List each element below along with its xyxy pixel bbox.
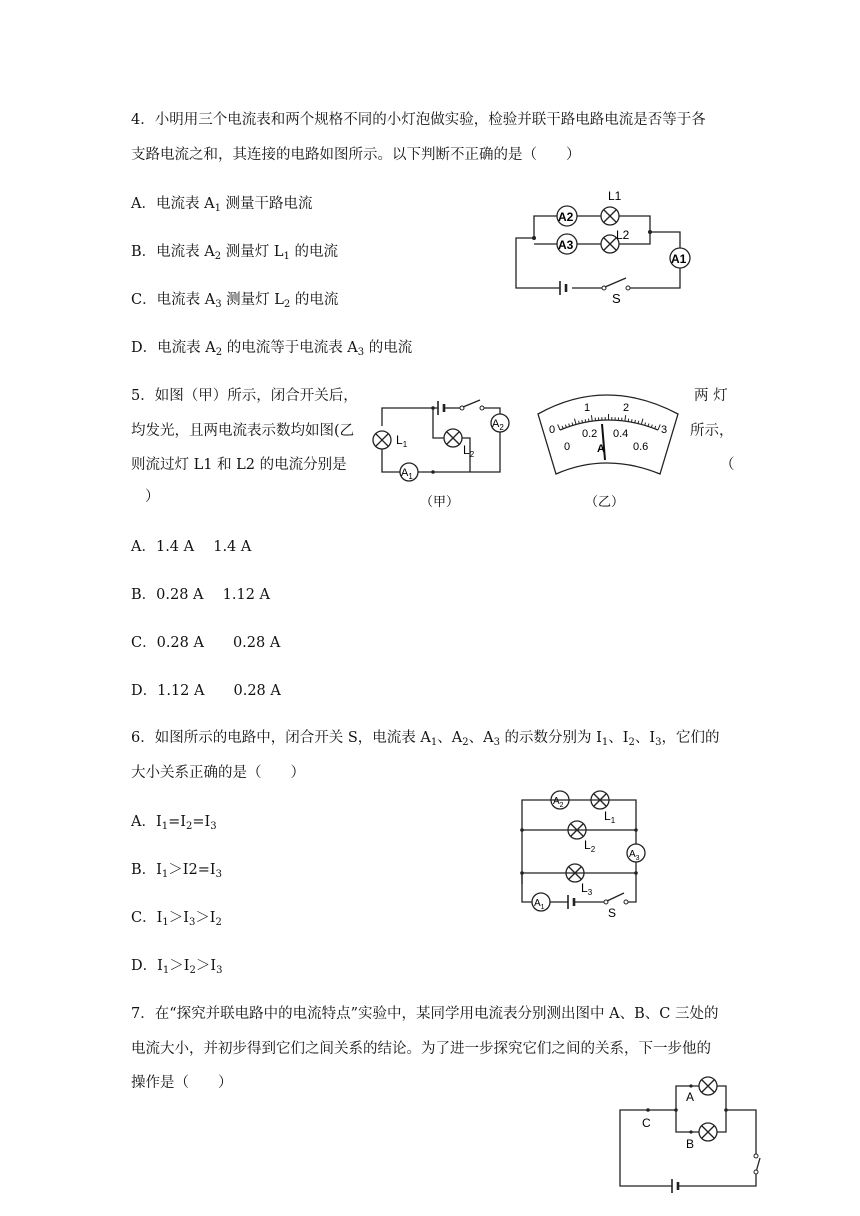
dial-tick [558,424,560,430]
dial-tick [562,426,563,429]
q6-option-d[interactable]: D．$I_1>I_2>I_3$ [131,958,223,976]
q6-switch-label: S [608,906,617,920]
svg-text:L3: $L_3$ [581,881,593,897]
q4-a1-label: A1 [671,252,687,266]
q7-point-c [646,1108,650,1112]
dial-tick [631,419,632,422]
q5-option-d[interactable]: D．1.12 A 0.28 A [131,683,281,699]
svg-text:A3: $A_3$ [629,849,640,862]
q4-a2-label: A2 [558,210,574,224]
dial-tick [625,415,626,421]
q7-stem-line2: 电流大小，并初步得到它们之间关系的结论。为了进一步探究它们之间的关系，下一步他的 [131,1041,711,1057]
q6-circuit-diagram [510,786,680,922]
q4-l1-label: L1 [608,189,622,203]
q7-label-c: C [642,1116,651,1130]
q5-stem-line1-right: 两 灯 [694,388,728,404]
svg-text:L2: $L_2$ [584,838,596,854]
q4-option-a[interactable]: A．电流表 $A_1$ 测量干路电流 [131,196,313,214]
q5-figure-jia [372,396,522,516]
q4-stem-line2: 支路电流之和，其连接的电路如图所示。以下判断不正确的是（ ） [131,147,581,163]
q5-dial-top-1: 1 [584,402,591,414]
q5-stem-line3-right: （ [720,457,735,473]
q7-circuit-diagram [612,1072,772,1198]
q7-point-a [689,1084,692,1087]
svg-text:A1: $A_1$ [534,898,545,911]
dial-tick [651,425,652,428]
dial-tick [569,424,570,427]
q4-stem-line1: 4．小明用三个电流表和两个规格不同的小灯泡做实验，检验并联干路电路电流是否等于各 [131,112,706,128]
svg-text:L1: $L_1$ [396,433,408,449]
q7-label-a: A [686,1090,695,1104]
q6-stem-line2: 大小关系正确的是（ ） [131,765,305,781]
q5-stem-line2-left: 均发光，且两电流表示数均如图(乙 [131,423,355,439]
q5-dial-bottom-0: 0 [564,441,571,453]
q5-dial-top-2: 2 [623,402,630,414]
dial-tick [638,421,639,424]
q5-dial-bottom-3: 0.6 [633,441,649,453]
svg-text:A2: $A_2$ [492,418,504,432]
q5-dial-ticks [558,414,661,430]
q5-jia-caption: （甲） [420,494,460,509]
dial-tick [658,424,660,430]
q7-label-b: B [686,1137,695,1151]
q4-option-d[interactable]: D．电流表 $A_2$ 的电流等于电流表 $A_3$ 的电流 [131,340,413,358]
q6-option-b[interactable]: B．$I_1>I2=I_3$ [131,862,222,880]
q5-yi-caption: （乙） [585,494,625,509]
q7-stem-line3: 操作是（ ） [131,1075,233,1091]
q6-stem-line1: 6．如图所示的电路中，闭合开关 S，电流表 $A_1$、$A_2$、$A_3$ 的示数分别为 $I_1$、$I_2$、$I_3$，它们的 [131,730,720,748]
svg-text:A2: $A_2$ [553,796,564,809]
q6-option-a[interactable]: A．$I_1=I_2=I_3$ [131,814,217,832]
dial-tick [585,419,586,422]
q5-dial-bottom-1: 0.2 [582,428,598,440]
dial-tick [635,420,636,423]
svg-text:L1: $L_1$ [604,809,616,825]
q4-option-b[interactable]: B．电流表 $A_2$ 测量灯 $L_1$ 的电流 [131,244,338,262]
q5-figure-yi [530,388,690,518]
q5-stem-line4: ） [145,489,160,505]
q5-option-b[interactable]: B．0.28 A 1.12 A [131,587,270,603]
q4-option-c[interactable]: C．电流表 $A_3$ 测量灯 $L_2$ 的电流 [131,292,339,310]
svg-text:A1: $A_1$ [401,467,413,481]
svg-text:L2: $L_2$ [463,443,475,459]
q5-stem-line1-left: 5．如图（甲）所示，闭合开关后， [131,388,358,404]
dial-tick [641,419,643,425]
q7-point-b [689,1130,692,1133]
dial-tick [579,421,580,424]
q5-dial-top-0: 0 [549,424,556,436]
q5-option-c[interactable]: C．0.28 A 0.28 A [131,635,281,651]
dial-tick [591,415,592,421]
q4-switch-label: S [612,291,621,306]
dial-tick [565,425,566,428]
q5-dial-bottom-2: 0.4 [613,428,629,440]
q5-option-a[interactable]: A．1.4 A 1.4 A [131,539,252,555]
q4-a3-label: A3 [558,238,574,252]
q4-l2-label: L2 [616,228,630,242]
q5-stem-line2-right: 所示， [690,423,734,439]
q5-dial-unit: A [597,443,605,455]
dial-tick [582,420,583,423]
q6-option-c[interactable]: C．$I_1>I_3>I_2$ [131,910,222,928]
dial-tick [574,419,576,425]
q5-dial-top-3: 3 [661,424,668,436]
dial-tick [655,426,656,429]
q5-stem-line3-left: 则流过灯 L1 和 L2 的电流分别是 [131,457,347,473]
q7-stem-line1: 7．在“探究并联电路中的电流特点”实验中，某同学用电流表分别测出图中 A、B、C 三处的 [131,1006,719,1022]
q4-circuit-diagram [510,182,700,304]
